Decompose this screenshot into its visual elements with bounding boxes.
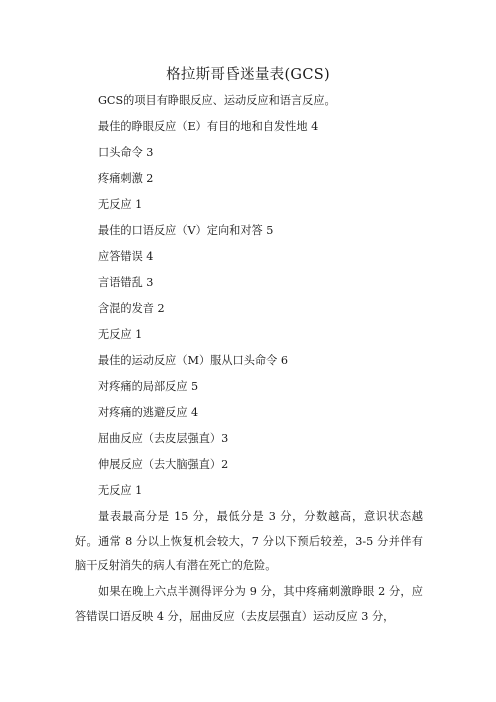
motor-response-heading: 最佳的运动反应（M）服从口头命令 6: [98, 354, 288, 367]
motor-response-item: 屈曲反应（去皮层强直）3: [98, 432, 229, 445]
example-paragraph: 如果在晚上六点半测得评分为 9 分，其中疼痛刺激睁眼 2 分，应答错误口语反映 4 分，屈曲反应（去皮层强直）运动反应 3 分，: [75, 585, 423, 623]
gcs-intro-line: GCS的项目有睁眼反应、运动反应和语言反应。: [98, 94, 336, 107]
eye-response-heading: 最佳的睁眼反应（E）有目的地和自发性地 4: [98, 120, 319, 133]
score-interpretation-paragraph: 量表最高分是 15 分，最低分是 3 分，分数越高，意识状态越好。通常 8 分以上恢复机会较大，7 分以下预后较差，3-5 分并伴有脑干反射消失的病人有潜在死亡的危险。: [75, 510, 423, 572]
motor-response-item: 对疼痛的局部反应 5: [98, 380, 199, 393]
motor-response-item: 无反应 1: [98, 484, 143, 497]
verbal-response-item: 含混的发音 2: [98, 302, 165, 315]
verbal-response-item: 无反应 1: [98, 328, 143, 341]
eye-response-item: 疼痛刺激 2: [98, 172, 154, 185]
verbal-response-item: 言语错乱 3: [98, 276, 154, 289]
motor-response-item: 对疼痛的逃避反应 4: [98, 406, 199, 419]
verbal-response-item: 应答错误 4: [98, 250, 154, 263]
eye-response-item: 口头命令 3: [98, 146, 154, 159]
motor-response-item: 伸展反应（去大脑强直）2: [98, 458, 229, 471]
eye-response-item: 无反应 1: [98, 198, 143, 211]
verbal-response-heading: 最佳的口语反应（V）定向和对答 5: [98, 224, 274, 237]
document-title: 格拉斯哥昏迷量表(GCS): [166, 67, 330, 83]
